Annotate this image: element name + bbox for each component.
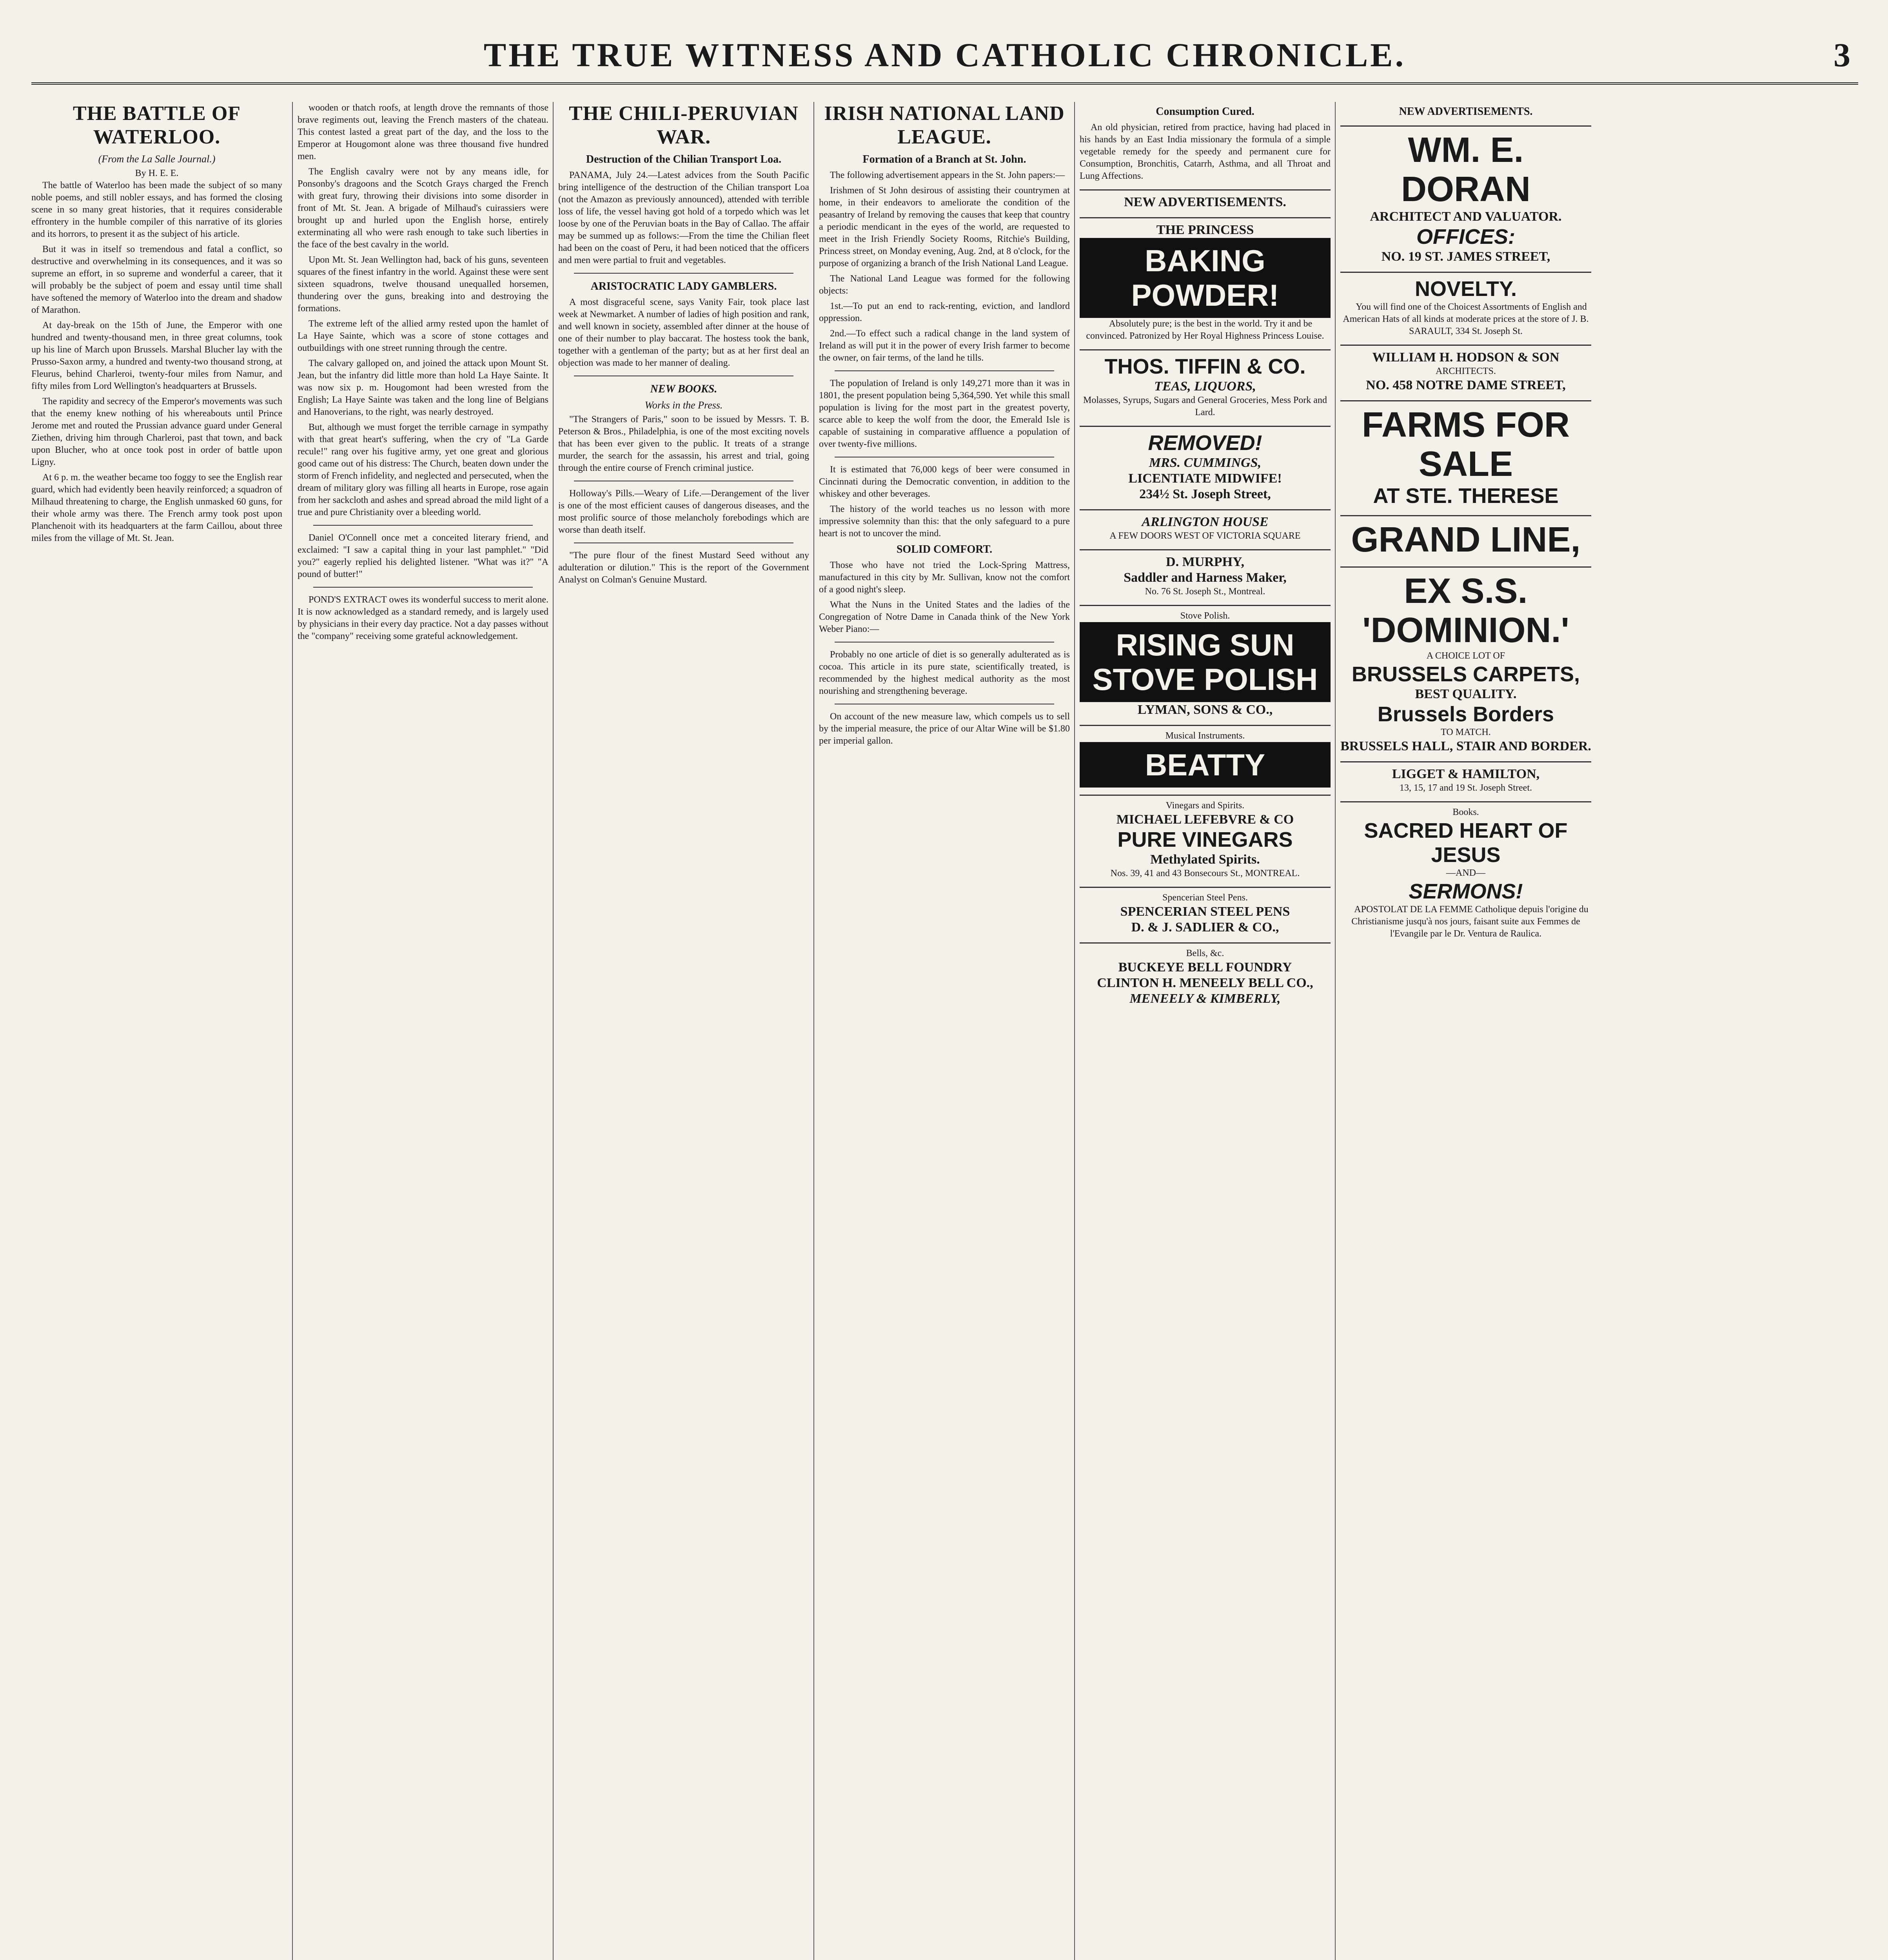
paragraph: Probably no one article of diet is so generally adulterated as is cocoa. This article in its pure state, scientifically treated, is recommended by the highest medical authority as the most nourishing and strengthening beverage. — [819, 650, 1070, 696]
paragraph: 1st.—To put an end to rack-renting, eviction, and landlord oppression. — [819, 301, 1070, 323]
ad-brand: BEATTY — [1080, 742, 1331, 788]
paragraph: Holloway's Pills.—Weary of Life.—Derangement of the liver is one of the most efficient causes of dangerous diseases, and the most prolific source of those melancholy forebodings which are worse than death itself. — [558, 488, 809, 535]
ad-product: BAKING POWDER! — [1080, 238, 1331, 318]
ad-address: NO. 458 NOTRE DAME STREET, — [1366, 378, 1566, 392]
ad-product: BRUSSELS CARPETS, — [1351, 662, 1580, 686]
article-headline: IRISH NATIONAL LAND LEAGUE. — [824, 102, 1065, 148]
advertisement-baking-powder — [1080, 217, 1331, 342]
ad-label: Bells, &c. — [1186, 948, 1224, 958]
ad-label: Books. — [1452, 807, 1479, 817]
section-subheading: Works in the Press. — [644, 399, 723, 411]
advertisement-vinegar — [1080, 795, 1331, 880]
advertisement-text: Absolutely pure; is the best in the world. Try it and be convinced. Patronized by Her Royal Highness Princess Louise. — [1086, 319, 1324, 341]
advertisement-grand-line — [1340, 515, 1591, 559]
advertisement-doran — [1340, 125, 1591, 265]
ad-name: MRS. CUMMINGS, — [1149, 456, 1262, 470]
notice-heading: SOLID COMFORT. — [896, 543, 993, 555]
ad-quality: BEST QUALITY. — [1415, 687, 1517, 701]
ad-brand: SPENCERIAN STEEL PENS — [1120, 904, 1290, 919]
ad-brand: THE PRINCESS — [1156, 223, 1254, 237]
ad-name: LIGGET & HAMILTON, — [1392, 767, 1540, 781]
ad-heading: GRAND LINE, — [1351, 520, 1581, 559]
advertisement-pens — [1080, 887, 1331, 935]
advertisement-text: A FEW DOORS WEST OF VICTORIA SQUARE — [1109, 531, 1301, 541]
advertisement-arlington — [1080, 509, 1331, 542]
ad-line: PURE VINEGARS — [1117, 828, 1293, 851]
ad-name: THOS. TIFFIN & CO. — [1104, 355, 1306, 378]
divider — [313, 525, 533, 526]
paragraph: PANAMA, July 24.—Latest advices from the South Pacific bring intelligence of the destruction of the Chilian transport Loa (not the Amazon as previously announced), attended with terrible loss of life, the vessel having got hold of a torpedo which was let loose by one of the Peruvian boats in the Bay of Callao. The affair may be summed up as follows:—From the time the Chilian fleet had been on the coast of Peru, it had been noticed that the officers and men were partial to fruit and vegetables. — [558, 170, 809, 265]
paragraph: "The pure flour of the finest Mustard Seed without any adulteration or dilution." This is the report of the Government Analyst on Colman's Genuine Mustard. — [558, 550, 809, 585]
advertisement — [1080, 189, 1331, 210]
ad-line: TEAS, LIQUORS, — [1154, 379, 1256, 394]
paragraph: At day-break on the 15th of June, the Emperor with one hundred and twenty-thousand men, in three great columns, took up his line of March upon Brussels. Marshal Blucher lay with the Prusso-Saxon army, a hundred and twenty-two thousand strong, at Fleurus, behind Charleroi, twenty-four miles from Namur, and fifty miles from Lord Wellington's headquarters at Brussels. — [31, 320, 282, 391]
ad-label: Stove Polish. — [1180, 611, 1230, 621]
newspaper-title: THE TRUE WITNESS AND CATHOLIC CHRONICLE. — [483, 36, 1406, 74]
ad-brand — [1080, 622, 1331, 702]
article-subhead: Formation of a Branch at St. John. — [862, 153, 1026, 165]
paragraph: The history of the world teaches us no lesson with more impressive solemnity than this: that the only safeguard to a pure heart is not to uncover the mind. — [819, 504, 1070, 539]
column-3 — [553, 102, 809, 1960]
paragraph: A most disgraceful scene, says Vanity Fair, took place last week at Newmarket. A number of ladies of high position and rank, and well known in society, assembled after dinner at the house of one of their number to play baccarat. The hostess took the bank, together with a gentleman of the party; but as at her first deal an objection was made to her manner of dealing. — [558, 297, 809, 368]
paragraph: 2nd.—To effect such a radical change in the land system of Ireland as will put it in the power of every Irish farmer to become the owner, on fair terms, of the land he tills. — [819, 328, 1070, 363]
ad-sub: A CHOICE LOT OF — [1426, 651, 1505, 661]
article-headline: THE BATTLE OF WATERLOO. — [73, 102, 241, 148]
ad-title: ARCHITECT AND VALUATOR. — [1370, 209, 1562, 224]
ad-address: 234½ St. Joseph Street, — [1139, 487, 1271, 501]
ad-label: Vinegars and Spirits. — [1165, 800, 1245, 811]
paragraph: Those who have not tried the Lock-Spring Mattress, manufactured in this city by Mr. Sullivan, know not the comfort of a good night's sleep. — [819, 560, 1070, 595]
advertisement-midwife — [1080, 426, 1331, 502]
ad-heading: NEW ADVERTISEMENTS. — [1124, 195, 1286, 209]
divider — [313, 587, 533, 588]
advertisement-novelty — [1340, 272, 1591, 338]
advertisement-text: You will find one of the Choicest Assortments of English and American Hats of all kinds at moderate prices at the store of J. B. SARAULT, 334 St. Joseph St. — [1343, 302, 1589, 336]
ad-halls: BRUSSELS HALL, STAIR AND BORDER. — [1340, 739, 1591, 753]
paragraph: Irishmen of St John desirous of assisting their countrymen at home, in their endeavors to ameliorate the condition of the peasantry of Ireland by removing the causes that keep that country a periodic mendicant in the eyes of the world, are requested to meet in the Irish Friendly Society Rooms, Ritchie's Building, Princess street, on Monday evening, Aug. 2nd, at 8 o'clock, for the purpose of organizing a branch of the Irish National Land League. — [819, 185, 1070, 269]
article-source: (From the La Salle Journal.) — [98, 153, 216, 165]
ad-place: AT STE. THERESE — [1373, 484, 1559, 508]
ad-heading: SACRED HEART OF JESUS — [1364, 819, 1568, 867]
ad-agent: LYMAN, SONS & CO., — [1137, 702, 1273, 717]
paragraph: But it was in itself so tremendous and fatal a conflict, so destructive and overwhelming in its consequences, and it was so supreme an effort, in so supreme and wonderful a career, that it will probably be the subject of poem and essay until time shall have softened the memory of Waterloo into the dream and shadow of Marathon. — [31, 244, 282, 315]
ad-line: MENEELY & KIMBERLY, — [1129, 991, 1281, 1006]
ad-line: Methylated Spirits. — [1150, 852, 1260, 867]
column-4 — [813, 102, 1070, 1960]
ad-heading: EX S.S. 'DOMINION.' — [1362, 572, 1569, 650]
advertisement-bells — [1080, 942, 1331, 1007]
paragraph: At 6 p. m. the weather became too foggy to see the English rear guard, which had evidently been heavily reinforced; a squadron of Milhaud threatening to charge, the English unmasked 60 guns, for their whole army was there. The French army took post upon Planchenoit with its headquarters at the farm Caillou, about three miles from the village of Mt. St. Jean. — [31, 472, 282, 543]
columns — [31, 102, 1858, 1960]
ad-heading: NOVELTY. — [1414, 277, 1517, 301]
divider — [835, 370, 1054, 371]
ad-name: WM. E. DORAN — [1401, 131, 1530, 209]
paragraph: Upon Mt. St. Jean Wellington had, back of his guns, seventeen squares of the finest infantry in the world. Against these were sent sixteen squadrons, twelve thousand unequalled horsemen, thundering over the guns, breaking into and destroying the formations. — [298, 255, 548, 314]
notice: Daniel O'Connell once met a conceited literary friend, and exclaimed: "I saw a capital thing in your last pamphlet." "Did you?" eagerly replied his delighted listener. "What was it?" "A pound of butter!" — [298, 533, 548, 579]
ad-name: D. MURPHY, — [1166, 555, 1244, 569]
ad-match: TO MATCH. — [1441, 727, 1491, 737]
ad-name: ARLINGTON HOUSE — [1142, 515, 1269, 529]
ad-offices: OFFICES: — [1416, 225, 1515, 249]
column-5 — [1074, 102, 1331, 1960]
ad-heading: FARMS FOR SALE — [1362, 405, 1570, 484]
article-headline: THE CHILI-PERUVIAN WAR. — [569, 102, 799, 148]
ad-name: CLINTON H. MENEELY BELL CO., — [1097, 976, 1313, 990]
ad-brand-line: RISING SUN — [1116, 628, 1294, 662]
ad-sermons: SERMONS! — [1409, 880, 1523, 903]
paragraph: It is estimated that 76,000 kegs of beer were consumed in Cincinnati during the Democratic convention, in addition to the whiskey and other beverages. — [819, 465, 1070, 499]
advertisement-ligget — [1340, 761, 1591, 794]
ad-title: ARCHITECTS. — [1435, 366, 1496, 376]
page-number: 3 — [1834, 36, 1850, 74]
paragraph: The following advertisement appears in the St. John papers:— — [830, 170, 1065, 180]
ad-line: Saddler and Harness Maker, — [1124, 570, 1287, 585]
paragraph: wooden or thatch roofs, at length drove the remnants of those brave regiments out, leaving the French masters of the chateau. This contest lasted a great part of the day, and the loss to the Emperor at Hougomont alone was three thousand five hundred men. — [298, 103, 548, 162]
paragraph: What the Nuns in the United States and the ladies of the Congregation of Notre Dame in Canada think of the New York Weber Piano:— — [819, 600, 1070, 634]
paragraph: The calvary galloped on, and joined the attack upon Mount St. Jean, but the infantry did little more than hold La Haye Sainte. It was now six p. m. Hougomont had been wrested from the English; La Haye Sainte was taken and the long line of Belgians and Hanoverians, to the right, was nearly destroyed. — [298, 358, 548, 417]
newspaper-page — [31, 24, 1858, 1960]
article-subhead: ARISTOCRATIC LADY GAMBLERS. — [590, 280, 777, 292]
ad-and: —AND— — [1446, 868, 1485, 878]
paragraph: The English cavalry were not by any means idle, for Ponsonby's dragoons and the Scotch Grays charged the French with great fury, throwing their divisions into some disorder in front of Mt. St. Jean. A brigade of Milhaud's cuirassiers were brought up and hurled upon the English horse, entirely exterminating all who were rash enough to take such liberties in the face of the best cavalry in the world. — [298, 167, 548, 250]
paragraph: "The Strangers of Paris," soon to be issued by Messrs. T. B. Peterson & Bros., Philadelphia, is one of the most exciting novels that has been ever given to the public. It treats of a strange murder, the search for the assassin, his arrest and trial, going through the entire course of French criminal justice. — [558, 414, 809, 473]
ad-heading: REMOVED! — [1148, 431, 1262, 455]
divider — [574, 273, 793, 274]
paragraph: But, although we must forget the terrible carnage in sympathy with that great heart's suffering, when the cry of "La Garde recule!" rang over his fugitive army, yet one great and glorious good came out of his distress: The Church, beaten down under the storm of French infidelity, and neglected and persecuted, when the dream of military glory was filling all hearts in Europe, rose again from her sackcloth and ashes and spread abroad the mild light of a true and pure Christianity over a bleeding world. — [298, 422, 548, 517]
ad-agent: D. & J. SADLIER & CO., — [1131, 920, 1279, 935]
ad-address: 13, 15, 17 and 19 St. Joseph Street. — [1400, 783, 1532, 793]
advertisement-carpets — [1340, 566, 1591, 754]
column-6 — [1335, 102, 1591, 1960]
ad-address: Nos. 39, 41 and 43 Bonsecours St., MONTREAL. — [1110, 868, 1300, 878]
advertisement-tiffin — [1080, 349, 1331, 419]
paragraph: The battle of Waterloo has been made the subject of so many noble poems, and still nobler essays, and has formed the closing scene in so many great histories, that it requires considerable effrontery in the humble compiler of this narrative of its glories and its horrors, to present it as the subject of his article. — [31, 180, 282, 239]
paragraph: The extreme left of the allied army rested upon the hamlet of La Haye Sainte, which was a score of stone cottages and outbuildings with one street running through the centre. — [298, 319, 548, 353]
ad-heading: Consumption Cured. — [1156, 105, 1254, 118]
column-2 — [292, 102, 548, 1960]
ad-borders: Brussels Borders — [1377, 702, 1554, 726]
ad-name: WILLIAM H. HODSON & SON — [1372, 350, 1559, 365]
article-byline: By H. E. E. — [135, 168, 179, 178]
paragraph: The rapidity and secrecy of the Emperor's movements was such that the enemy knew nothing of his whereabouts until Prince Jerome met and routed the Prussian advance guard under General Ziethen, driving him through Charleroi, past that town, and back upon Blucher, who at once took post in order of battle upon Ligny. — [31, 396, 282, 467]
column-1 — [31, 102, 282, 1960]
advertisement-text: An old physician, retired from practice, having had placed in his hands by an East India missionary the formula of a simple vegetable remedy for the speedy and permanent cure for Consumption, Bronchitis, Catarrh, Asthma, and all Throat and Lung Affections. — [1080, 122, 1331, 181]
article-subhead: Destruction of the Chilian Transport Loa. — [586, 153, 782, 165]
advertisement-hodson — [1340, 345, 1591, 393]
section-heading: NEW BOOKS. — [650, 383, 717, 395]
advertisement-beatty — [1080, 725, 1331, 788]
advertisement-saddler — [1080, 549, 1331, 598]
paragraph: The National Land League was formed for the following objects: — [819, 274, 1070, 296]
advertisement-text: POND'S EXTRACT owes its wonderful success to merit alone. It is now acknowledged as a standard remedy, and is largely used by physicians in their every day practice. Not a day passes without the "company" receiving some grateful acknowledgement. — [298, 595, 548, 641]
ad-heading: NEW ADVERTISEMENTS. — [1399, 105, 1533, 118]
advertisement-text: APOSTOLAT DE LA FEMME Catholique depuis l'origine du Christianisme jusqu'à nos jours, faisant suite aux Femmes de l'Evangile par le Dr. Ventura de Raulica. — [1351, 904, 1588, 939]
ad-label: Musical Instruments. — [1165, 731, 1245, 741]
advertisement-text: Molasses, Syrups, Sugars and General Groceries, Mess Pork and Lard. — [1083, 395, 1327, 417]
advertisement-farms — [1340, 400, 1591, 508]
paragraph: On account of the new measure law, which compels us to sell by the imperial measure, the price of our Altar Wine will be $1.80 per imperial gallon. — [819, 711, 1070, 746]
ad-address: NO. 19 ST. JAMES STREET, — [1381, 249, 1550, 264]
ad-title: LICENTIATE MIDWIFE! — [1128, 471, 1282, 486]
ad-name: MICHAEL LEFEBVRE & CO — [1116, 812, 1294, 827]
advertisement-books — [1340, 801, 1591, 940]
advertisement-stove-polish — [1080, 605, 1331, 718]
paragraph: The population of Ireland is only 149,271 more than it was in 1801, the present population being 5,364,590. Yet while this small population is living for the most part in the greatest poverty, scarce able to keep the wolf from the door, the Emerald Isle is capable of sustaining in comparative affluence a population of over twenty-five millions. — [819, 378, 1070, 449]
ad-brand-line: STOVE POLISH — [1092, 662, 1318, 697]
ad-label: Spencerian Steel Pens. — [1162, 893, 1248, 903]
ad-name: BUCKEYE BELL FOUNDRY — [1118, 960, 1292, 975]
ad-address: No. 76 St. Joseph St., Montreal. — [1145, 586, 1265, 597]
masthead — [31, 24, 1858, 85]
